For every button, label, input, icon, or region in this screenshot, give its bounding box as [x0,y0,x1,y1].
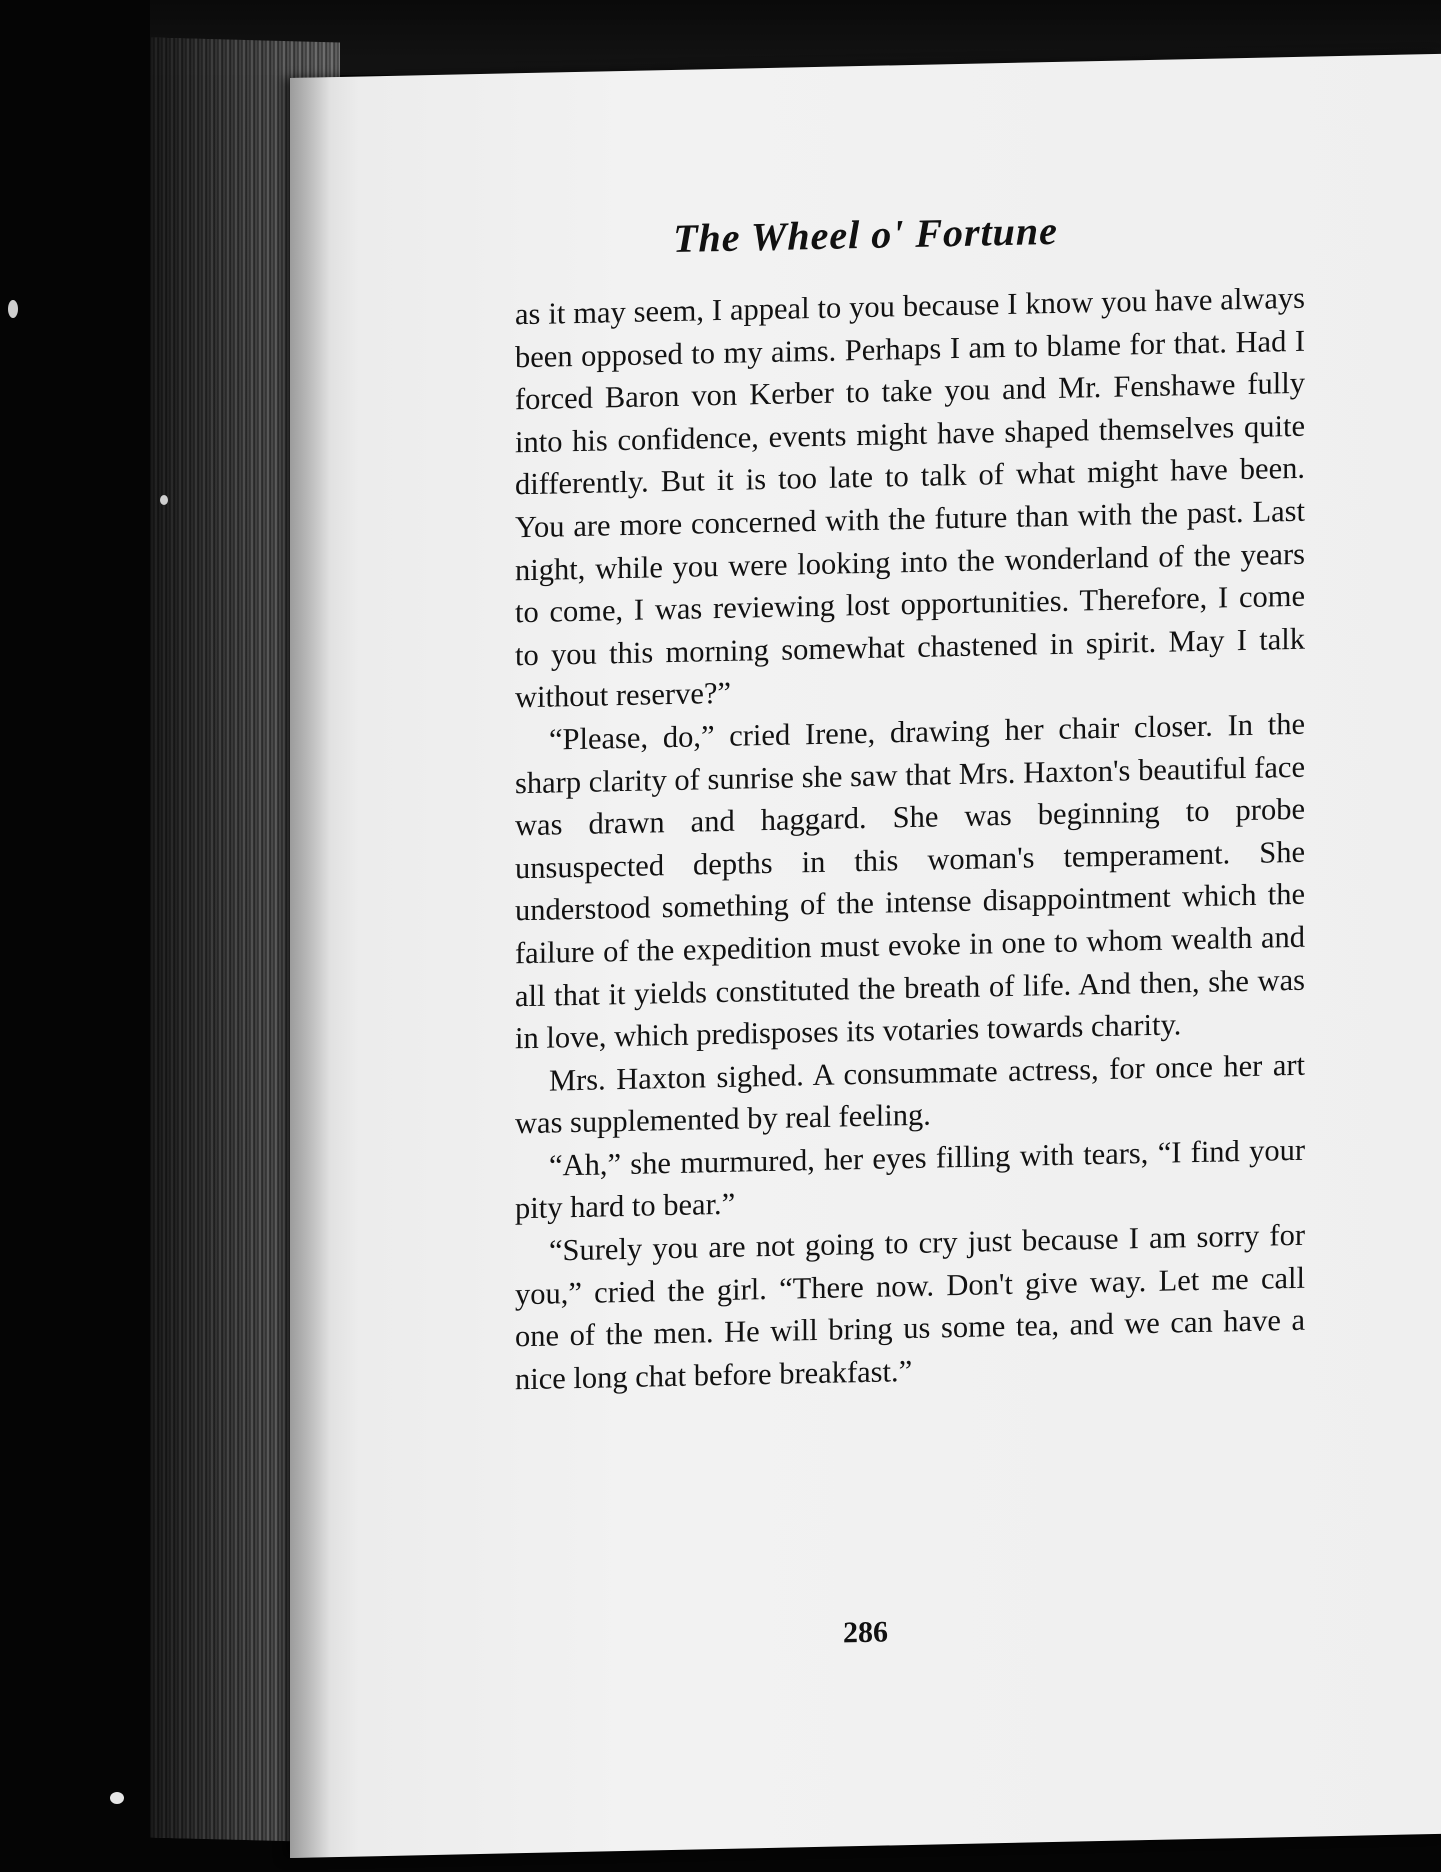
paragraph: “Ah,” she murmured, her eyes filling with tears, “I find your pity hard to bear.” [515,1132,1305,1226]
book-page [290,54,1441,1858]
paragraph: “Surely you are not going to cry just because I am sorry for you,” cried the girl. “There now. Don't give way. Let me call one of the men. He will bring us some tea, and we can have a nice long chat before breakfast.” [515,1217,1305,1397]
paragraph: “Please, do,” cried Irene, drawing her chair closer. In the sharp clarity of sunrise she saw that Mrs. Haxton's beautiful face was drawn and haggard. She was beginning to probe unsuspected depths in this woman's temperament. She understood something of the intense disappointment which the failure of the expedition must evoke in one to whom wealth and all that it yields constituted the breath of life. And then, she was in love, which predisposes its votaries towards charity. [515,706,1305,1056]
running-head: The Wheel o' Fortune [673,207,1058,261]
background-speck [110,1792,124,1804]
page-gutter-shadow [290,77,330,1858]
background-speck [8,300,18,318]
page-body-text [515,277,1305,1401]
page-number: 286 [843,1615,888,1650]
paragraph: as it may seem, I appeal to you because I know you have always been opposed to my aims. Perhaps I am to blame for that. Had I forced Baron von Kerber to take you and Mr. Fenshawe fully into his confidence, events might have shaped themselves quite differently. But it is too late to talk of what might have been. You are more concerned with the future than with the past. Last night, while you were looking into the wonderland of the years to come, I was reviewing lost opportunities. Therefore, I come to you this morning somewhat chastened in spirit. May I talk without reserve?” [515,280,1305,715]
background-speck [160,495,168,505]
paragraph: Mrs. Haxton sighed. A consummate actress, for once her art was supplemented by real feeling. [515,1047,1305,1141]
